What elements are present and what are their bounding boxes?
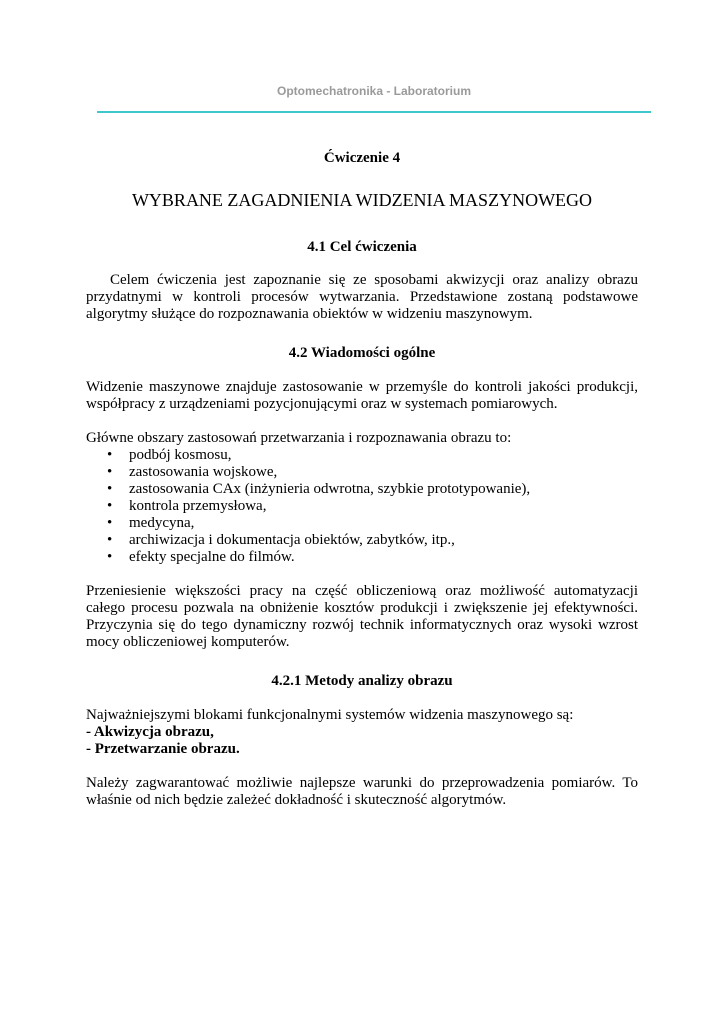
- list-item: • zastosowania wojskowe,: [107, 464, 278, 480]
- running-header: Optomechatronika - Laboratorium: [276, 84, 472, 98]
- exercise-label: Ćwiczenie 4: [323, 150, 401, 166]
- list-item: • efekty specjalne do filmów.: [107, 549, 295, 565]
- list-intro: Główne obszary zastosowań przetwarzania i rozpoznawania obrazu to:: [86, 430, 512, 446]
- bullet-icon: •: [107, 498, 113, 514]
- paragraph-warunki: Należy zagwarantować możliwie najlepsze warunki do przeprowadzenia pomiarów. To właśnie od nich będzie zależeć dokładność i skuteczność algorytmów.: [86, 775, 638, 808]
- section-title-4-2: 4.2 Wiadomości ogólne: [288, 345, 436, 361]
- list-item: • medycyna,: [107, 515, 195, 531]
- section-title-4-2-1: 4.2.1 Metody analizy obrazu: [271, 673, 453, 689]
- block-przetwarzanie: - Przetwarzanie obrazu.: [86, 741, 240, 757]
- paragraph-cel: Celem ćwiczenia jest zapoznanie się ze sposobami akwizycji oraz analizy obrazu przydatnymi w kontroli procesów wytwarzania. Przedstawione zostaną podstawowe algorytmy służące do rozpoznawania obiektów w widzeniu maszynowym.: [86, 272, 638, 322]
- list-item: • archiwizacja i dokumentacja obiektów, zabytków, itp.,: [107, 532, 455, 548]
- bullet-icon: •: [107, 532, 113, 548]
- bullet-icon: •: [107, 464, 113, 480]
- paragraph-widzenie: Widzenie maszynowe znajduje zastosowanie w przemyśle do kontroli jakości produkcji, współpracy z urządzeniami pozycjonującymi oraz w systemach pomiarowych.: [86, 379, 638, 412]
- list-item: • zastosowania CAx (inżynieria odwrotna, szybkie prototypowanie),: [107, 481, 531, 497]
- header-rule: [97, 111, 651, 113]
- bullet-icon: •: [107, 515, 113, 531]
- paragraph-przeniesienie: Przeniesienie większości pracy na część obliczeniową oraz możliwość automatyzacji całego procesu pozwala na obniżenie kosztów produkcji i zwiększenie jej efektywności. Przyczynia się do tego dynamiczny rozwój technik informatycznych oraz wysoki wzrost mocy obliczeniowej komputerów.: [86, 583, 638, 650]
- bullet-icon: •: [107, 447, 113, 463]
- section-title-4-1: 4.1 Cel ćwiczenia: [307, 239, 417, 255]
- document-body: [86, 150, 638, 809]
- list-item: • podbój kosmosu,: [107, 447, 232, 463]
- main-title: WYBRANE ZAGADNIENIA WIDZENIA MASZYNOWEGO: [131, 190, 593, 210]
- list-item: • kontrola przemysłowa,: [107, 498, 267, 514]
- bullet-icon: •: [107, 549, 113, 565]
- paragraph-bloki-intro: Najważniejszymi blokami funkcjonalnymi systemów widzenia maszynowego są:: [86, 707, 574, 723]
- application-areas-list: [86, 447, 638, 566]
- block-akwizycja: - Akwizycja obrazu,: [86, 724, 214, 740]
- bullet-icon: •: [107, 481, 113, 497]
